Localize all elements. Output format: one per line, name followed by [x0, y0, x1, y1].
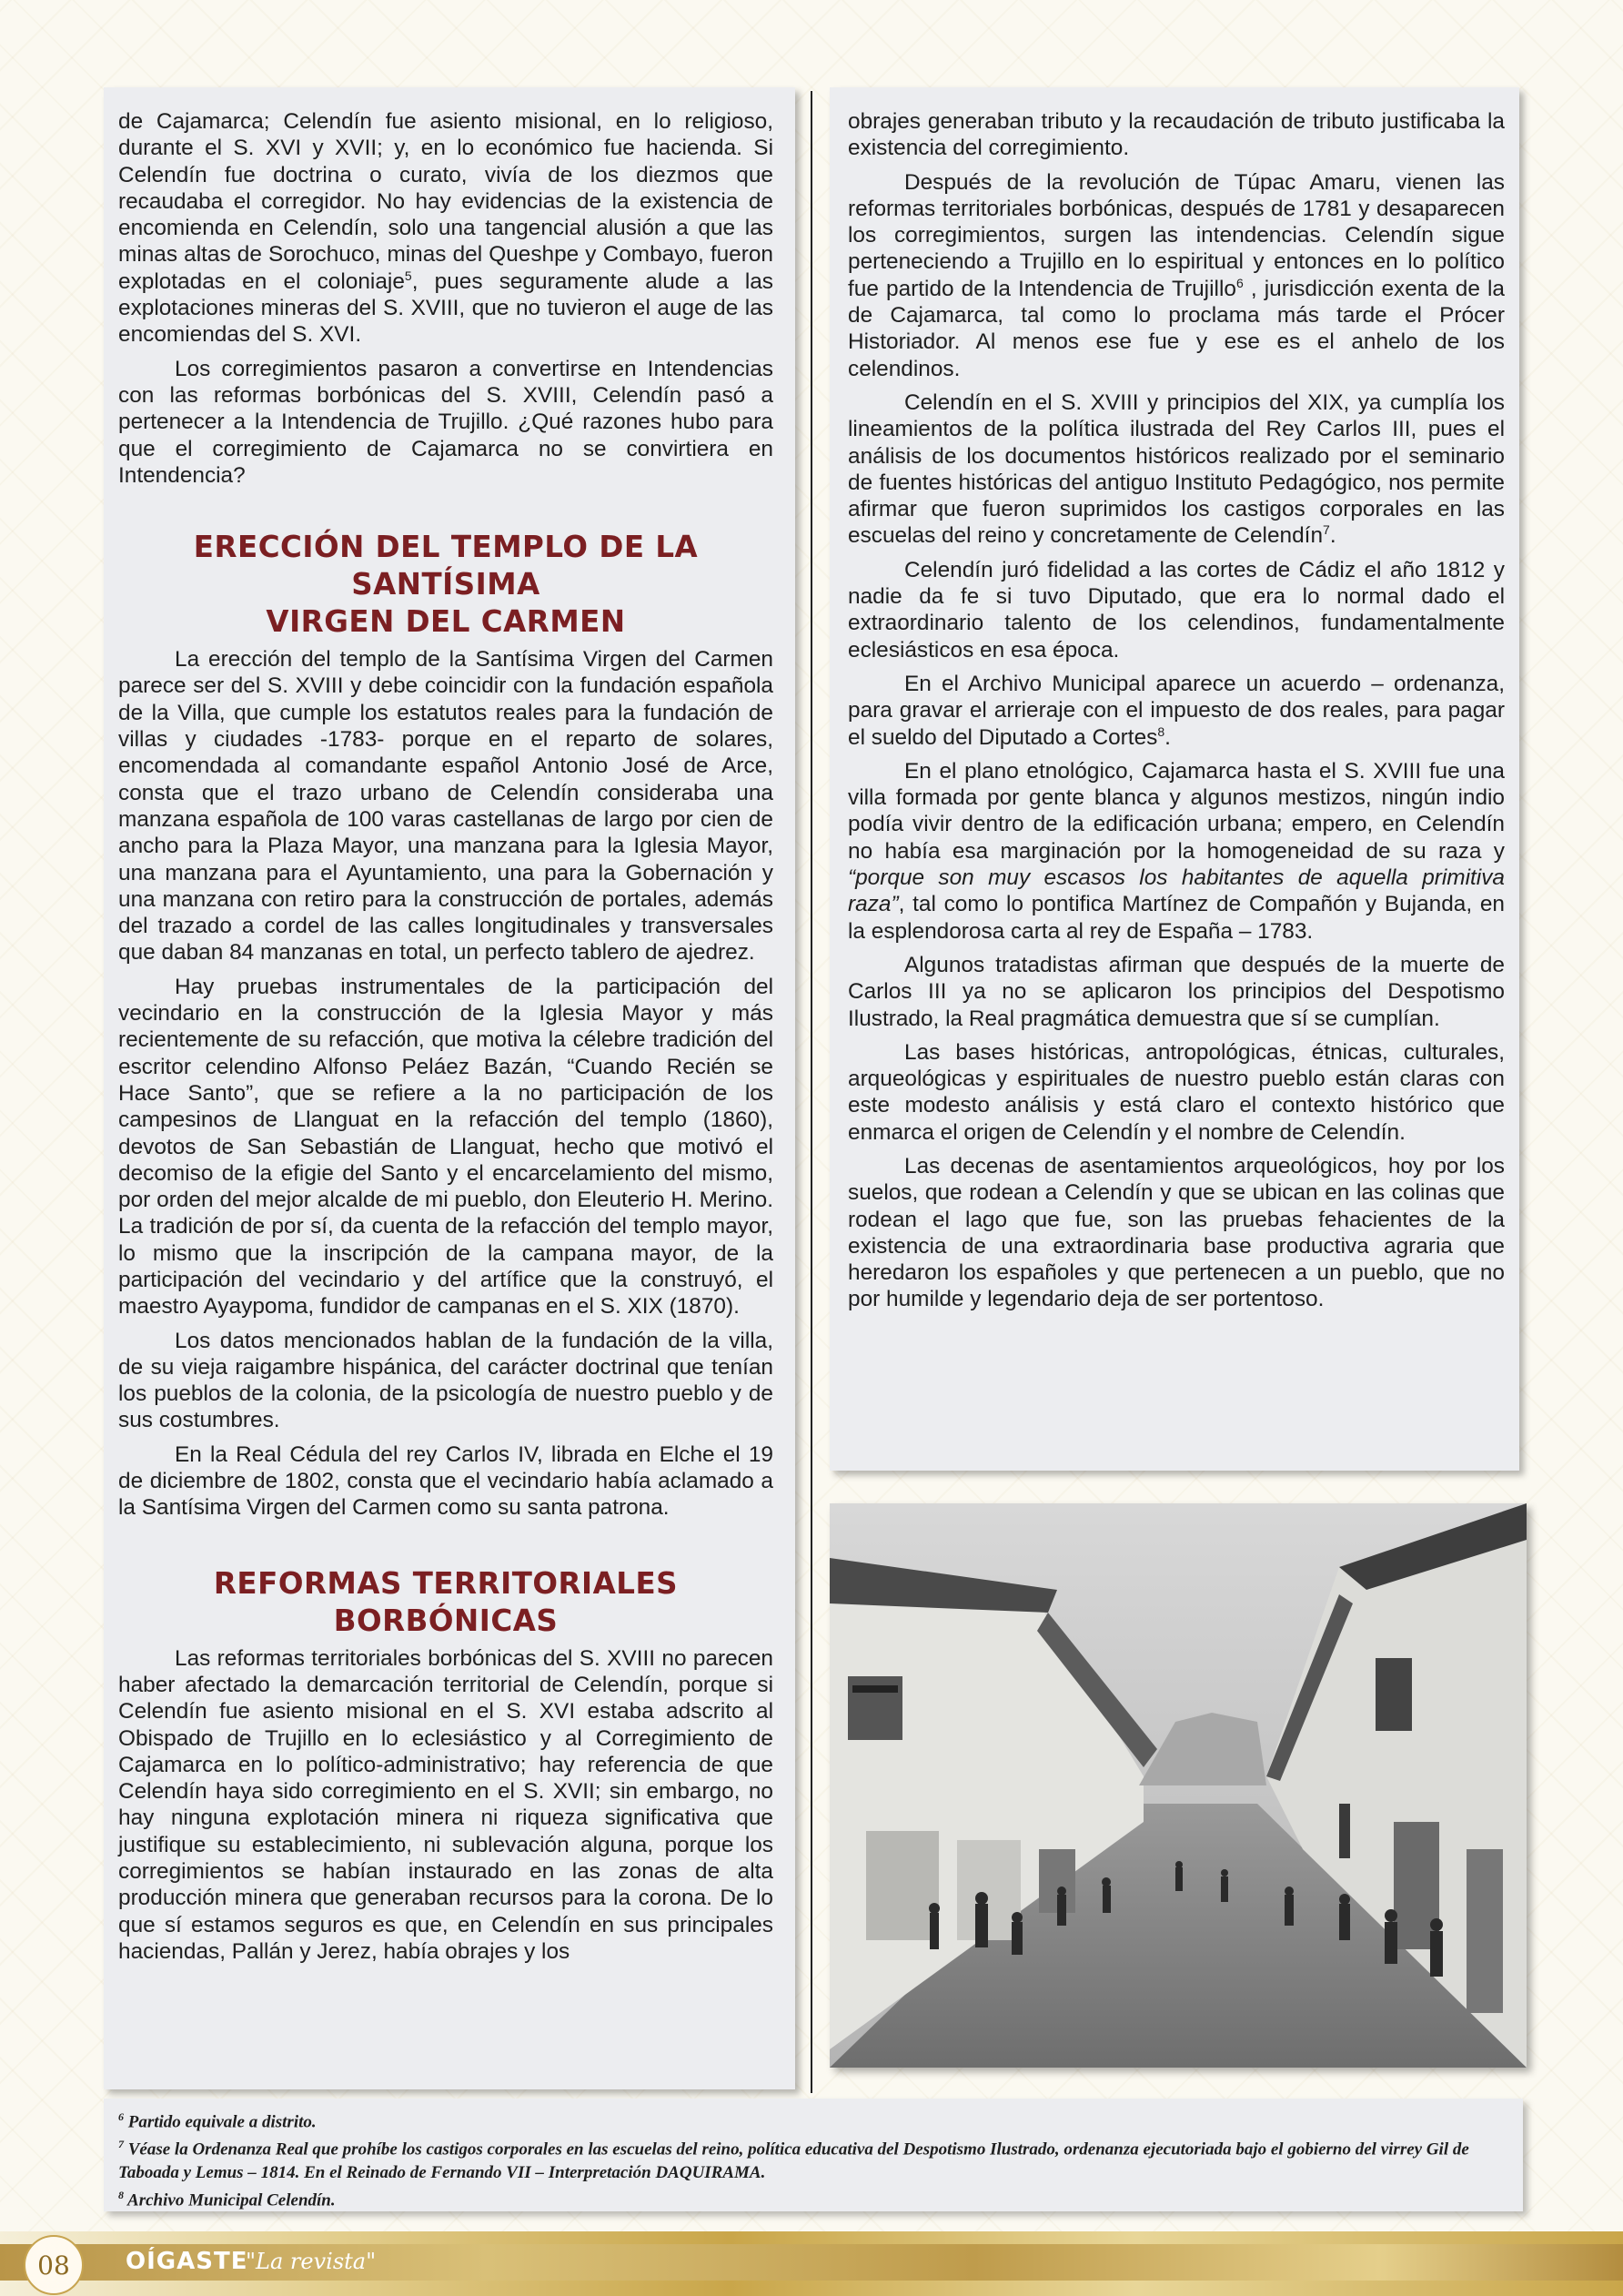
footnote-text: Véase la Ordenanza Real que prohíbe los castigos corporales en las escuelas del reino, política educativa del Despotismo Ilustrado, ordenanza ejecutoriada bajo el gobierno del virrey Gil de Taboada y Lemus – 1814. En el Reinado de Fernando VII – Interpretación DAQUIRAMA. [118, 2139, 1469, 2182]
paragraph: La erección del templo de la Santísima Virgen del Carmen parece ser del S. XVIII y debe coincidir con la fundación española de la Villa, que cumple los estatutos reales para la fundación de villas y ciudades -1783- porque en el reparto de solares, encomendada al comandante español Antonio José de Arce, consta que el trazo urbano de Celendín consideraba una manzana española de 100 varas castellanas de largo por cien de ancho para la Plaza Mayor, una manzana para la Iglesia Mayor, una manzana para el Ayuntamiento, una para la Gobernación y una manzana con retiro para la construcción de portales, además del trazado a cordel de las calles longitudinales y transversales que daban 84 manzanas en total, un perfecto tablero de ajedrez. [118, 647, 773, 966]
footnote-number: 6 [118, 2110, 124, 2123]
paragraph-text: En el Archivo Municipal aparece un acuerdo – ordenanza, para gravar el arrieraje con el impuesto de dos reales, para pagar el sueldo del Diputado a Cortes [848, 671, 1505, 750]
section-heading-reformas: REFORMAS TERRITORIALES BORBÓNICAS [213, 1565, 679, 1638]
left-column [118, 108, 773, 1972]
right-column [848, 108, 1505, 1320]
heading-line: VIRGEN DEL CARMEN [266, 604, 626, 640]
paragraph-text: . [1329, 523, 1336, 549]
paragraph: Celendín juró fidelidad a las cortes de Cádiz el año 1812 y nadie da fe si tuvo Diputado, que era lo normal dado el extraordinario talento de los celendinos, fundamentalmente eclesiásticos en esa época. [848, 557, 1505, 663]
paragraph-text: , pues seguramente alude a las explotaciones mineras del S. XVIII, que no tuvieron el auge de las encomiendas del S. XVI. [118, 268, 773, 348]
footnote-ref: 7 [1323, 522, 1330, 538]
paragraph-text: . [1164, 724, 1171, 750]
footnote-8 [118, 2184, 1508, 2211]
footnotes-box [104, 2099, 1523, 2211]
column-divider [811, 91, 812, 2093]
magazine-brand: OÍGASTE [126, 2248, 248, 2275]
paragraph: obrajes generaban tributo y la recaudación de tributo justificaba la existencia del corregimiento. [848, 109, 1505, 161]
magazine-tagline: "La revista" [246, 2249, 377, 2274]
section-heading-templo [118, 529, 773, 641]
footnote-number: 7 [118, 2138, 124, 2151]
paragraph-text: Después de la revolución de Túpac Amaru, vienen las reformas territoriales borbónicas, después de 1781 y desaparecen los corregimientos, surgen las intendencias. Celendín sigue perteneciendo a Trujillo en lo espiritual y entonces en lo político fue partido de la Intendencia de Trujillo [848, 169, 1505, 301]
paragraph: Los corregimientos pasaron a convertirse en Intendencias con las reformas borbónicas del S. XVIII, Celendín pasó a pertenecer a la Intendencia de Trujillo. ¿Qué razones hubo para que el corregimiento de Cajamarca no se convirtiera en Intendencia? [118, 356, 773, 488]
paragraph: Las reformas territoriales borbónicas del S. XVIII no parecen haber afectado la demarcación territorial de Celendín, porque si Celendín fue asiento misional en el S. XVI estaba adscrito al Obispado de Trujillo en lo eclesiástico y al Corregimiento de Cajamarca en lo político-administrativo; hay referencia de que Celendín haya sido corregimiento en el S. XVII; sin embargo, no hay ninguna explotación minera ni riqueza significativa que justifique su establecimiento, ni sublevación alguna, porque los corregimientos se habían instaurado en las zonas de alta producción minera que generaban recursos para la corona. De lo que sí estamos seguros es que, en Celendín en sus principales haciendas, Pallán y Jerez, había obrajes y los [118, 1645, 773, 1964]
paragraph [848, 671, 1505, 751]
heading-line: ERECCIÓN DEL TEMPLO DE LA SANTÍSIMA [193, 530, 699, 602]
paragraph: Las decenas de asentamientos arqueológicos, hoy por los suelos, que rodean a Celendín y que se ubican en las colinas que rodean el lago que fue, son las pruebas fehacientes de la existencia de una extraordinaria base productiva agraria que heredaron los españoles y que pertenecen a un pueblo, que no por humilde y legendario deja de ser portentoso. [848, 1153, 1505, 1312]
paragraph [848, 758, 1505, 945]
paragraph: Las bases históricas, antropológicas, étnicas, culturales, arqueológicas y espirituales de nuestro pueblo están claras con este modesto análisis y está claro el contexto histórico que enmarca el origen de Celendín y el nombre de Celendín. [848, 1039, 1505, 1145]
paragraph [848, 169, 1505, 382]
footnote-number: 8 [118, 2188, 124, 2201]
paragraph-text: Celendín en el S. XVIII y principios del XIX, ya cumplía los lineamientos de la política ilustrada del Rey Carlos III, pues el análisis de los documentos históricos realizado por el seminario de fuentes históricas del antiguo Instituto Pedagógico, nos permite afirmar que fueron suprimidos los castigos corporales en las escuelas del reino y concretamente de Celendín [848, 389, 1505, 549]
footnote-text: Archivo Municipal Celendín. [124, 2190, 336, 2210]
footnote-6 [118, 2106, 1508, 2133]
paragraph: Algunos tratadistas afirman que después de la muerte de Carlos III ya no se aplicaron los principios del Despotismo Ilustrado, la Real pragmática demuestra que sí se cumplían. [848, 952, 1505, 1031]
footnote-ref: 5 [404, 268, 412, 283]
paragraph-text: , jurisdicción exenta de la de Cajamarca, tal como lo proclama más tarde el Prócer Historiador. Al menos ese fue y ese es el anhelo de los celendinos. [848, 276, 1505, 381]
paragraph [848, 389, 1505, 550]
footnote-text: Partido equivale a distrito. [124, 2112, 317, 2132]
paragraph: Los datos mencionados hablan de la fundación de la villa, de su vieja raigambre hispánica, del carácter doctrinal que tenían los pueblos de la colonia, de la psicología de nuestro pueblo y de sus costumbres. [118, 1328, 773, 1433]
page-number: 08 [24, 2235, 84, 2295]
paragraph-text: En el plano etnológico, Cajamarca hasta el S. XVIII fue una villa formada por gente blanca y algunos mestizos, ningún indio podía vivir dentro de la edificación urbana; empero, en Celendín no había esa marginación por la homogeneidad de su raza y [848, 758, 1505, 864]
footnote-ref: 6 [1235, 275, 1244, 290]
quote-text: “porque son muy escasos los habitantes de aquella primitiva raza” [848, 865, 1505, 917]
paragraph: En la Real Cédula del rey Carlos IV, librada en Elche el 19 de diciembre de 1802, consta que el vecindario había aclamado a la Santísima Virgen del Carmen como su santa patrona. [118, 1441, 773, 1521]
paragraph-text: , tal como lo pontifica Martínez de Compañón y Bujanda, en la esplendorosa carta al rey de España – 1783. [848, 892, 1505, 944]
paragraph: Hay pruebas instrumentales de la participación del vecindario en la construcción de la Iglesia Mayor y más recientemente de su refacción, que motiva la célebre tradición del escritor celendino Alfonso Peláez Bazán, “Cuando Recién se Hace Santo”, que se refiere a la no participación de los campesinos de Llanguat en la refacción del templo (1860), devotos de San Sebastián de Llanguat, hecho que motivó el decomiso de la efigie del Santo y el encarcelamiento del mismo, por orden del mejor alcalde de mi pueblo, don Eleuterio H. Merino. La tradición de por sí, da cuenta de la refacción del templo mayor, lo mismo que la inscripción de la campana mayor, de la participación del vecindario y del artífice que la construyó, el maestro Ayaypoma, fundidor de campanas en el S. XIX (1870). [118, 974, 773, 1320]
footnote-7 [118, 2133, 1508, 2183]
paragraph-text: de Cajamarca; Celendín fue asiento misional, en lo religioso, durante el S. XVI y XVII; y, en lo económico fue hacienda. Si Celendín fue doctrina o curato, vivía de los diezmos que recaudaba el corregidor. No hay evidencias de la existencia de encomienda en Celendín, solo una tangencial alusión a que las minas altas de Sorochuco, minas del Queshpe y Combayo, fueron explotadas en el coloniaje [118, 109, 773, 294]
footnote-ref: 8 [1157, 723, 1165, 739]
historic-street-photo [830, 1503, 1527, 2068]
paragraph [118, 108, 773, 349]
street-photo-illustration [830, 1503, 1527, 2068]
